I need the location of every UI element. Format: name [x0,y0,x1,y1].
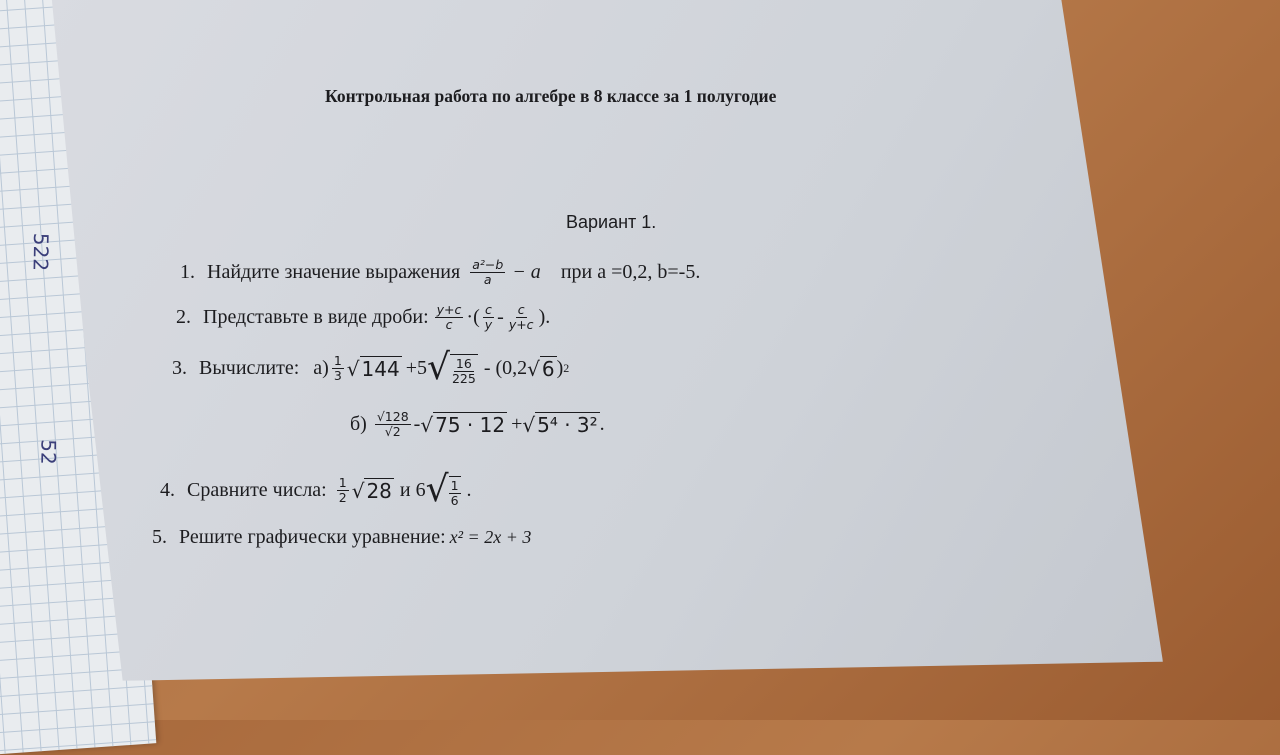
square-root [522,412,599,437]
task-1 [180,258,700,287]
operator: ) [556,356,564,379]
task-4 [160,469,472,510]
fraction-numerator: 1 [450,478,459,493]
task-2 [176,303,550,332]
task-3a [172,347,570,388]
operator: ·( [466,306,480,328]
task-5 [152,526,531,549]
operator: - [413,413,421,435]
fraction-numerator: 16 [455,356,472,371]
operator: ). [538,306,551,328]
radicand: 144 [361,356,400,381]
fraction-numerator: a²−b [472,257,504,272]
radicand: 75 · 12 [435,413,506,437]
fraction-numerator: 1 [333,352,342,368]
fraction-denominator: 3 [333,367,342,383]
task-number: 1. [180,261,195,283]
exponent: 2 [563,360,570,375]
subtask-label: а) [313,356,329,379]
expression-term: − a [512,261,541,283]
fraction [435,303,464,332]
variant-heading: Вариант 1. [566,212,657,232]
fraction-denominator: y+c [508,317,534,332]
fraction [337,476,349,505]
radical-sign: √ [427,347,450,388]
radical-sign: √ [522,413,536,437]
subtask-label: б) [350,413,367,435]
radical-sign: √ [351,478,365,503]
fraction [375,410,411,439]
fraction-numerator: c [485,302,492,317]
task-number: 2. [176,306,191,328]
fraction-denominator: 2 [338,489,347,505]
operator: + [511,413,523,435]
fraction-numerator: c [517,302,525,317]
equation: x² = 2x + 3 [449,527,532,547]
fraction [450,354,478,386]
conjunction: и 6 [399,478,426,501]
radical-sign: √ [527,356,540,381]
square-root [352,478,394,503]
fraction [483,303,494,332]
square-root [420,412,507,437]
radicand: 28 [366,478,392,503]
expression-term: - (0,2 [483,356,528,379]
task-number: 4. [160,478,175,501]
operator: . [466,478,472,501]
fraction-denominator: y [484,317,493,332]
page-title: Контрольная работа по алгебре в 8 классе за 1 полугодие [325,86,777,106]
operator: +5 [405,356,427,379]
radical-sign: √ [420,413,434,437]
fraction-numerator: y+c [436,302,462,317]
fraction [332,354,344,383]
notebook-scribble: 52 [36,439,61,465]
operator: - [497,306,504,328]
task-text: Сравните числа: [187,478,327,501]
fraction-denominator: c [445,317,453,332]
square-root [527,356,556,381]
task-text: Найдите значение выражения [207,261,461,283]
task-number: 5. [152,526,167,548]
fraction-denominator: 6 [450,493,459,508]
fraction-denominator: a [483,272,492,287]
task-text: Представьте в виде дроби: [203,306,429,328]
fraction-denominator: 225 [451,371,476,386]
radical-sign: √ [425,469,449,510]
task-3b [350,410,605,439]
task-text: Вычислите: [199,356,300,379]
fraction [449,476,461,508]
fraction-numerator: 1 [338,474,347,490]
square-root [425,469,461,510]
task-text: Решите графически уравнение: [179,526,446,548]
task-condition: при a =0,2, b=-5. [560,261,701,283]
radicand: 6 [541,356,555,381]
fraction-denominator: √2 [384,424,401,439]
radical-sign: √ [346,356,360,381]
square-root [427,347,478,388]
fraction [470,258,505,287]
square-root [347,356,402,381]
radicand: 5⁴ · 3² [537,413,598,437]
fraction-numerator: √128 [376,409,409,424]
notebook-scribble: 522 [28,232,54,272]
task-number: 3. [172,356,187,379]
operator: . [599,413,605,435]
fraction [507,303,536,332]
